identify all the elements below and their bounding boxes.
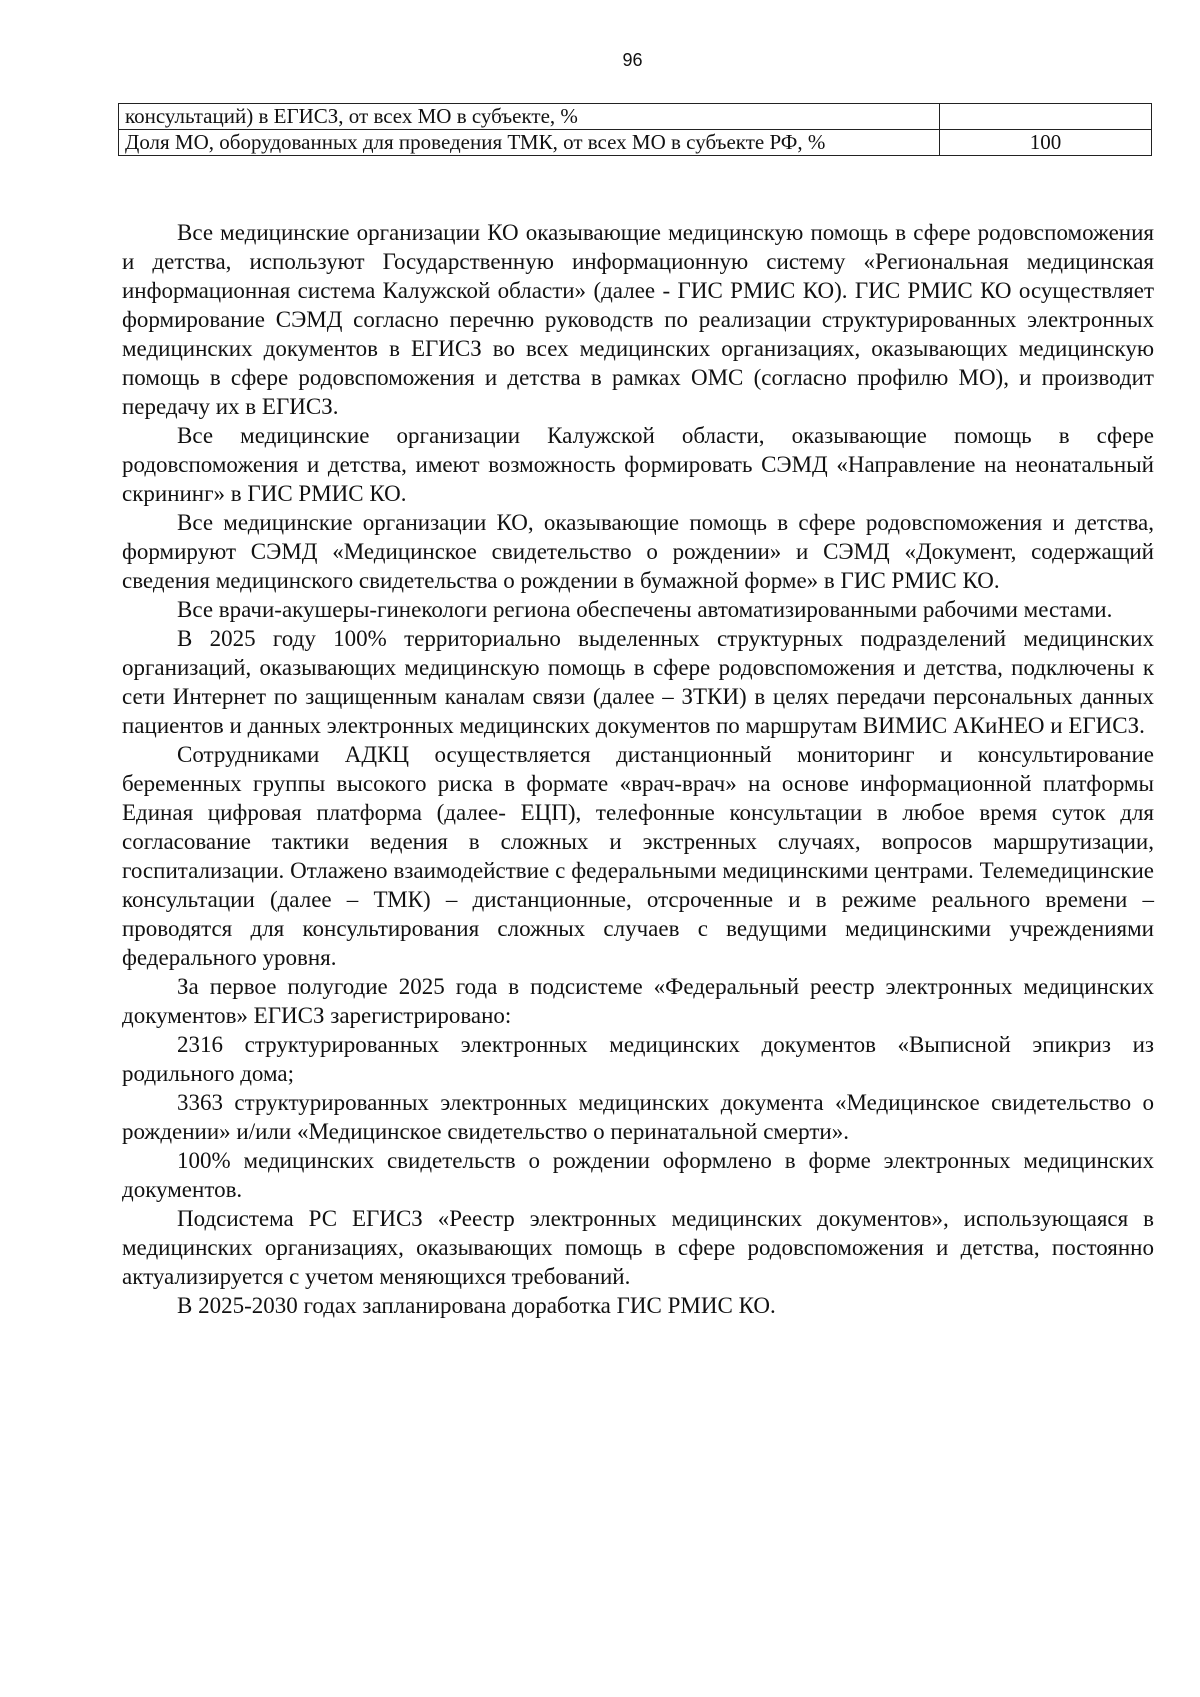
paragraph: 3363 структурированных электронных медицинских документа «Медицинское свидетельство о рождении» и/или «Медицинское свидетельство о перинатальной смерти». xyxy=(122,1090,1154,1144)
paragraph: Сотрудниками АДКЦ осуществляется дистанционный мониторинг и консультирование беременных группы высокого риска в формате «врач-врач» на основе информационной платформы Единая цифровая платформа (далее- ЕЦП), телефонные консультации в любое время суток для согласование тактики ведения в сложных и экстренных случаях, вопросов маршрутизации, госпитализации. Отлажено взаимодействие с федеральными медицинскими центрами. Телемедицинские консультации (далее – ТМК) – дистанционные, отсроченные и в режиме реального времени – проводятся для консультирования сложных случаев с ведущими медицинскими учреждениями федерального уровня. xyxy=(122,742,1154,970)
paragraph: За первое полугодие 2025 года в подсистеме «Федеральный реестр электронных медицинских документов» ЕГИСЗ зарегистрировано: xyxy=(122,974,1154,1028)
table-cell-value: 100 xyxy=(940,130,1152,156)
paragraph: В 2025-2030 годах запланирована доработка ГИС РМИС КО. xyxy=(177,1293,776,1318)
paragraph: Все врачи-акушеры-гинекологи региона обеспечены автоматизированными рабочими местами. xyxy=(177,597,1113,622)
paragraph: Все медицинские организации КО оказывающие медицинскую помощь в сфере родовспоможения и детства, используют Государственную информационную систему «Региональная медицинская информационная система Калужской области» (далее - ГИС РМИС КО). ГИС РМИС КО осуществляет формирование СЭМД согласно перечню руководств по реализации структурированных электронных медицинских документов в ЕГИСЗ во всех медицинских организациях, оказывающих медицинскую помощь в сфере родовспоможения и детства в рамках ОМС (согласно профилю МО), и производит передачу их в ЕГИСЗ. xyxy=(122,220,1154,419)
table-row xyxy=(119,104,1152,130)
paragraph: Все медицинские организации КО, оказывающие помощь в сфере родовспоможения и детства, формируют СЭМД «Медицинское свидетельство о рождении» и СЭМД «Документ, содержащий сведения медицинского свидетельства о рождении в бумажной форме» в ГИС РМИС КО. xyxy=(122,510,1154,593)
page-number: 96 xyxy=(622,50,643,70)
paragraph: 2316 структурированных электронных медицинских документов «Выписной эпикриз из родильного дома; xyxy=(122,1032,1154,1086)
document-body xyxy=(122,218,1154,1320)
table-cell-name: Доля МО, оборудованных для проведения ТМК, от всех МО в субъекте РФ, % xyxy=(119,130,940,156)
paragraph: Подсистема РС ЕГИСЗ «Реестр электронных медицинских документов», использующаяся в медицинских организациях, оказывающих помощь в сфере родовспоможения и детства, постоянно актуализируется с учетом меняющихся требований. xyxy=(122,1206,1154,1289)
paragraph: 100% медицинских свидетельств о рождении оформлено в форме электронных медицинских документов. xyxy=(122,1148,1154,1202)
table-row xyxy=(119,130,1152,156)
paragraph: В 2025 году 100% территориально выделенных структурных подразделений медицинских организаций, оказывающих медицинскую помощь в сфере родовспоможения и детства, подключены к сети Интернет по защищенным каналам связи (далее – ЗТКИ) в целях передачи персональных данных пациентов и данных электронных медицинских документов по маршрутам ВИМИС АКиНЕО и ЕГИСЗ. xyxy=(122,626,1154,738)
indicators-table xyxy=(118,103,1152,156)
paragraph: Все медицинские организации Калужской области, оказывающие помощь в сфере родовспоможения и детства, имеют возможность формировать СЭМД «Направление на неонатальный скрининг» в ГИС РМИС КО. xyxy=(122,423,1154,506)
table-cell-name: консультаций) в ЕГИСЗ, от всех МО в субъекте, % xyxy=(119,104,940,130)
table-cell-value xyxy=(940,104,1152,130)
